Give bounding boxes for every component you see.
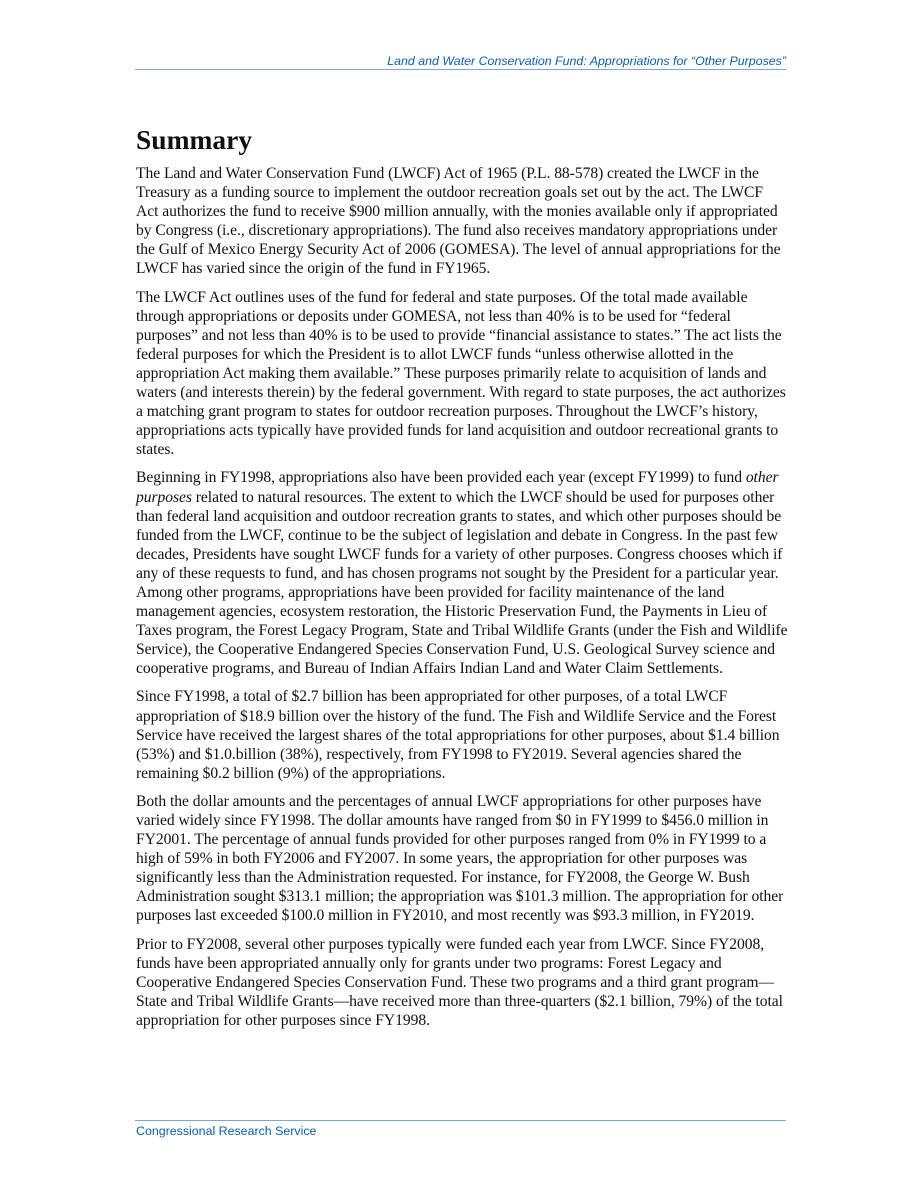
paragraph-lwcf-act: The Land and Water Conservation Fund (LWCF) Act of 1965 (P.L. 88-578) created the LWCF in the Treasury as a funding source to implement the outdoor recreation goals set out by the act. The LWCF Act authorizes the fund to receive $900 million annually, with the monies available only if appropriated by Congress (i.e., discretionary appropriations). The fund also receives mandatory appropriations under the Gulf of Mexico Energy Security Act of 2006 (GOMESA). The level of annual appropriations for the LWCF has varied since the origin of the fund in FY1965. (136, 165, 781, 278)
header-divider (135, 69, 786, 70)
summary-section (136, 122, 788, 1039)
paragraph-other-purposes-rest: related to natural resources. The extent to which the LWCF should be used for purposes other than federal land acquisition and outdoor recreation grants to states, and which other purposes should be funded from the LWCF, continue to be the subject of legislation and debate in Congress. In the past few decades, Presidents have sought LWCF funds for a variety of other purposes. Congress chooses which if any of these requests to fund, and has chosen programs not sought by the President for a particular year. Among other programs, appropriations have been provided for facility maintenance of the land management agencies, ecosystem restoration, the Historic Preservation Fund, the Payments in Lieu of Taxes program, the Forest Legacy Program, State and Tribal Wildlife Grants (under the Fish and Wildlife Service), the Cooperative Endangered Species Conservation Fund, U.S. Geological Survey science and cooperative programs, and Bureau of Indian Affairs Indian Land and Water Claim Settlements. (136, 488, 788, 678)
section-title: Summary (136, 124, 253, 155)
paragraph-other-purposes-lead: Beginning in FY1998, appropriations also have been provided each year (except FY1999) to fund (136, 469, 746, 487)
other-purposes-emphasis: other purposes (136, 469, 779, 506)
running-header: Land and Water Conservation Fund: Appropriations for “Other Purposes” (387, 54, 786, 68)
paragraph-other-purposes (136, 468, 788, 678)
paragraph-grant-programs: Prior to FY2008, several other purposes typically were funded each year from LWCF. Since FY2008, funds have been appropriated annually only for grants under two programs: Forest Legacy and Cooperative Endangered Species Conservation Fund. These two programs and a third grant program—State and Tribal Wildlife Grants—have received more than three-quarters ($2.1 billion, 79%) of the total appropriation for other purposes since FY1998. (136, 935, 783, 1029)
paragraph-annual-variation: Both the dollar amounts and the percentages of annual LWCF appropriations for other purposes have varied widely since FY1998. The dollar amounts have ranged from $0 in FY1999 to $456.0 million in FY2001. The percentage of annual funds provided for other purposes ranged from 0% in FY1999 to a high of 59% in both FY2006 and FY2007. In some years, the appropriation for other purposes was significantly less than the Administration requested. For instance, for FY2008, the George W. Bush Administration sought $313.1 million; the appropriation was $101.3 million. The appropriation for other purposes last exceeded $100.0 million in FY2010, and most recently was $93.3 million, in FY2019. (136, 792, 784, 925)
paragraph-total-appropriations: Since FY1998, a total of $2.7 billion has been appropriated for other purposes, of a total LWCF appropriation of $18.9 billion over the history of the fund. The Fish and Wildlife Service and the Forest Service have received the largest shares of the total appropriations for other purposes, about $1.4 billion (53%) and $1.0.billion (38%), respectively, from FY1998 to FY2019. Several agencies shared the remaining $0.2 billion (9%) of the appropriations. (136, 688, 780, 782)
footer-source: Congressional Research Service (136, 1124, 317, 1138)
paragraph-federal-state-purposes: The LWCF Act outlines uses of the fund for federal and state purposes. Of the total made available through appropriations or deposits under GOMESA, not less than 40% is to be used for “federal purposes” and not less than 40% is to be used to provide “financial assistance to states.” The act lists the federal purposes for which the President is to allot LWCF funds “unless otherwise allotted in the appropriation Act making them available.” These purposes primarily relate to acquisition of lands and waters (and interests therein) by the federal government. With regard to state purposes, the act authorizes a matching grant program to states for outdoor recreation purposes. Throughout the LWCF’s history, appropriations acts typically have provided funds for land acquisition and outdoor recreational grants to states. (136, 288, 786, 459)
footer-divider (135, 1120, 786, 1121)
